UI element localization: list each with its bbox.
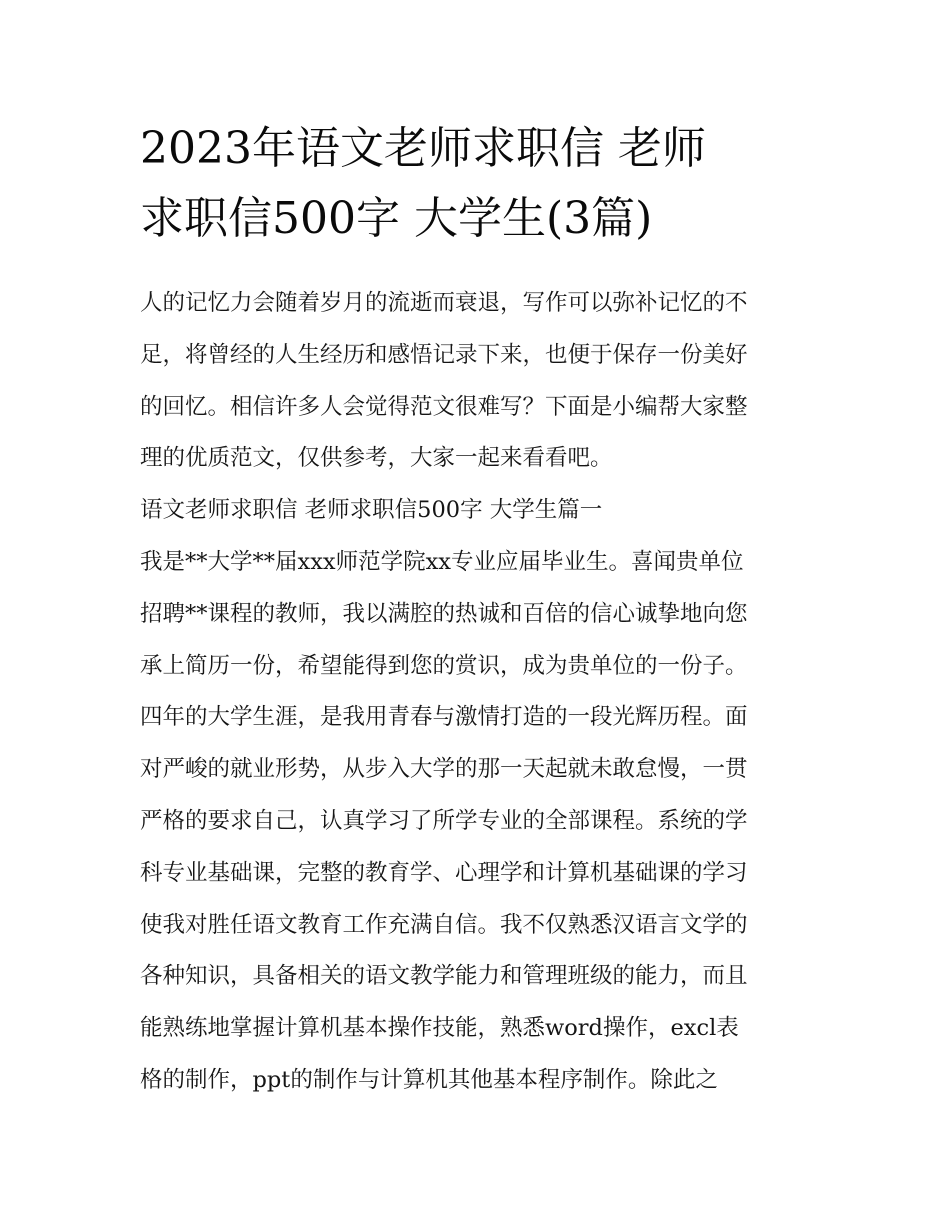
body-line: 四年的大学生涯，是我用青春与激情打造的一段光辉历程。面 — [140, 704, 748, 731]
body-line: 招聘**课程的教师，我以满腔的热诚和百倍的信心诚挚地向您 — [140, 600, 748, 627]
document-title — [140, 114, 812, 254]
section-heading: 语文老师求职信 老师求职信500字 大学生篇一 — [140, 497, 603, 524]
body-line: 严格的要求自己，认真学习了所学专业的全部课程。系统的学 — [140, 807, 748, 834]
document-content — [140, 114, 812, 1107]
body-line: 人的记忆力会随着岁月的流逝而衰退，写作可以弥补记忆的不 — [140, 290, 748, 316]
title-line-2: 求职信500字 大学生(3篇) — [140, 193, 653, 244]
body-line: 理的优质范文，仅供参考，大家一起来看看吧。 — [140, 445, 613, 472]
body-line: 格的制作，ppt的制作与计算机其他基本程序制作。除此之 — [140, 1066, 718, 1093]
body-line: 我是**大学**届xxx师范学院xx专业应届毕业生。喜闻贵单位 — [140, 548, 744, 575]
body-line: 各种知识，具备相关的语文教学能力和管理班级的能力，而且 — [140, 963, 748, 990]
body-line: 能熟练地掌握计算机基本操作技能，熟悉word操作，excl表 — [140, 1015, 739, 1042]
body-line: 承上简历一份，希望能得到您的赏识，成为贵单位的一份子。 — [140, 652, 748, 679]
body-line: 对严峻的就业形势，从步入大学的那一天起就未敢怠慢，一贯 — [140, 756, 748, 783]
body-line: 使我对胜任语文教育工作充满自信。我不仅熟悉汉语言文学的 — [140, 911, 748, 938]
body-line: 足，将曾经的人生经历和感悟记录下来，也便于保存一份美好 — [140, 341, 748, 368]
body-line: 科专业基础课，完整的教育学、心理学和计算机基础课的学习 — [140, 859, 748, 886]
document-body — [140, 278, 812, 1107]
body-line: 的回忆。相信许多人会觉得范文很难写？下面是小编帮大家整 — [140, 393, 748, 420]
title-line-1: 2023年语文老师求职信 老师 — [140, 123, 706, 174]
